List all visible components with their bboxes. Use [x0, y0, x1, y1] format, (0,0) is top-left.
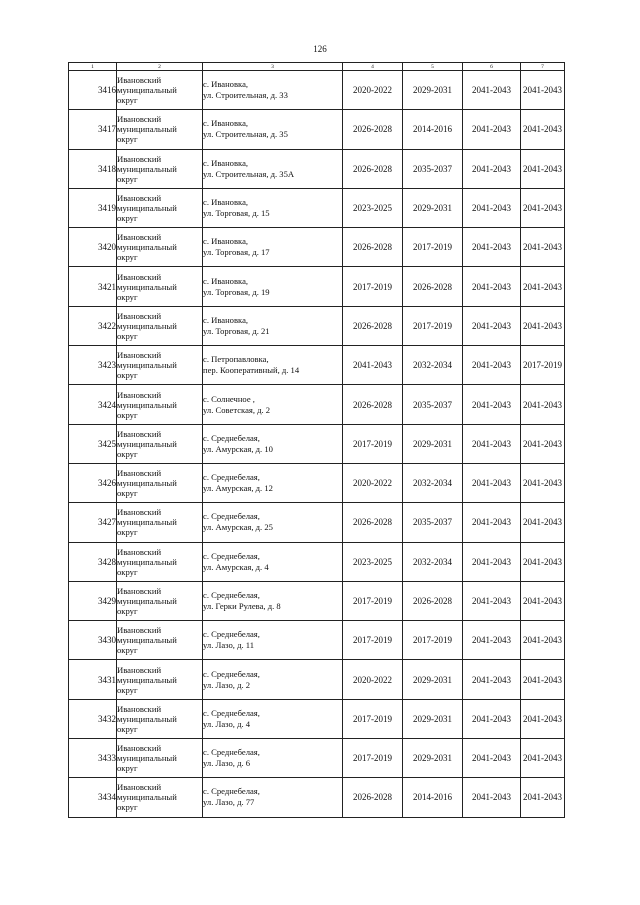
district-line: округ [117, 606, 138, 616]
period-col-6: 2041-2043 [463, 267, 521, 306]
row-number: 3417 [69, 110, 117, 149]
table-row [69, 739, 565, 778]
period-col-5: 2035-2037 [403, 503, 463, 542]
period-col-7: 2041-2043 [521, 110, 565, 149]
address-line: ул. Советская, д. 2 [203, 404, 271, 415]
district-line: округ [117, 684, 138, 695]
district-cell [117, 149, 203, 188]
period-col-7: 2041-2043 [521, 306, 565, 345]
district-line: округ [117, 409, 138, 420]
district-line: Ивановский [117, 703, 162, 714]
district-line: округ [117, 527, 138, 538]
period-col-5: 2017-2019 [403, 228, 463, 267]
district-line: муниципальный [117, 635, 177, 646]
district-cell [117, 424, 203, 463]
period-col-6: 2041-2043 [463, 739, 521, 778]
period-col-4: 2026-2028 [343, 110, 403, 149]
address-cell [203, 267, 343, 306]
table-row [69, 71, 565, 110]
district-line: муниципальный [117, 124, 177, 135]
period-col-4: 2023-2025 [343, 542, 403, 581]
address-line: с. Среднебелая, [203, 432, 260, 443]
period-col-4: 2026-2028 [343, 228, 403, 267]
district-cell [117, 621, 203, 660]
period-col-7: 2041-2043 [521, 621, 565, 660]
row-number: 3424 [69, 385, 117, 424]
address-line: с. Среднебелая, [203, 550, 260, 561]
address-cell [203, 228, 343, 267]
district-cell [117, 660, 203, 699]
district-line: Ивановский [117, 468, 162, 479]
district-cell [117, 739, 203, 778]
period-col-6: 2041-2043 [463, 228, 521, 267]
address-line: с. Среднебелая, [203, 629, 260, 640]
period-col-7: 2041-2043 [521, 660, 565, 699]
period-col-4: 2017-2019 [343, 739, 403, 778]
period-col-5: 2029-2031 [403, 739, 463, 778]
district-cell [117, 503, 203, 542]
row-number: 3431 [69, 660, 117, 699]
period-col-5: 2014-2016 [403, 110, 463, 149]
address-line: ул. Амурская, д. 4 [203, 561, 269, 572]
district-line: Ивановский [117, 193, 162, 204]
address-line: ул. Амурская, д. 25 [203, 522, 273, 533]
address-line: ул. Строительная, д. 35А [203, 168, 295, 179]
period-col-6: 2041-2043 [463, 385, 521, 424]
period-col-7: 2041-2043 [521, 778, 565, 817]
column-number: 6 [463, 63, 521, 71]
district-line: округ [117, 645, 138, 656]
district-cell [117, 346, 203, 385]
period-col-4: 2026-2028 [343, 149, 403, 188]
row-number: 3422 [69, 306, 117, 345]
address-line: с. Петропавловка, [203, 354, 269, 365]
period-col-5: 2035-2037 [403, 385, 463, 424]
district-line: Ивановский [117, 232, 162, 243]
address-line: ул. Амурская, д. 12 [203, 483, 273, 494]
address-line: ул. Лазо, д. 11 [203, 640, 255, 651]
district-line: муниципальный [117, 163, 177, 174]
period-col-7: 2041-2043 [521, 228, 565, 267]
table-row [69, 267, 565, 306]
row-number: 3433 [69, 739, 117, 778]
row-number: 3416 [69, 71, 117, 110]
period-col-4: 2020-2022 [343, 660, 403, 699]
period-col-7: 2041-2043 [521, 699, 565, 738]
address-cell [203, 621, 343, 660]
district-line: муниципальный [117, 753, 177, 764]
table-row [69, 581, 565, 620]
period-col-4: 2026-2028 [343, 385, 403, 424]
row-number: 3418 [69, 149, 117, 188]
address-cell [203, 581, 343, 620]
address-cell [203, 385, 343, 424]
district-cell [117, 188, 203, 227]
period-col-5: 2029-2031 [403, 71, 463, 110]
period-col-4: 2017-2019 [343, 621, 403, 660]
district-line: округ [117, 488, 138, 499]
district-cell [117, 581, 203, 620]
table-row [69, 110, 565, 149]
district-line: округ [117, 291, 138, 302]
row-number: 3430 [69, 621, 117, 660]
address-line: с. Среднебелая, [203, 668, 260, 679]
period-col-4: 2026-2028 [343, 778, 403, 817]
district-line: Ивановский [117, 114, 162, 125]
district-line: Ивановский [117, 625, 162, 636]
address-line: ул. Герки Рулева, д. 8 [203, 601, 281, 611]
period-col-4: 2026-2028 [343, 503, 403, 542]
period-col-4: 2020-2022 [343, 71, 403, 110]
address-cell [203, 660, 343, 699]
period-col-6: 2041-2043 [463, 149, 521, 188]
table-row [69, 346, 565, 385]
period-col-5: 2032-2034 [403, 463, 463, 502]
column-number: 2 [117, 63, 203, 71]
address-line: с. Среднебелая, [203, 590, 260, 600]
address-cell [203, 110, 343, 149]
column-number: 3 [203, 63, 343, 71]
column-number: 7 [521, 63, 565, 71]
period-col-6: 2041-2043 [463, 306, 521, 345]
period-col-7: 2041-2043 [521, 463, 565, 502]
period-col-6: 2041-2043 [463, 778, 521, 817]
period-col-6: 2041-2043 [463, 542, 521, 581]
address-line: ул. Строительная, д. 33 [203, 90, 288, 101]
district-line: Ивановский [117, 428, 162, 439]
period-col-7: 2041-2043 [521, 71, 565, 110]
address-line: ул. Лазо, д. 77 [203, 797, 255, 808]
address-line: с. Ивановка, [203, 79, 249, 90]
registry-table [68, 62, 565, 818]
row-number: 3425 [69, 424, 117, 463]
address-cell [203, 778, 343, 817]
district-cell [117, 699, 203, 738]
district-cell [117, 267, 203, 306]
period-col-5: 2014-2016 [403, 778, 463, 817]
district-line: муниципальный [117, 320, 177, 331]
address-cell [203, 463, 343, 502]
row-number: 3432 [69, 699, 117, 738]
district-line: муниципальный [117, 713, 177, 724]
address-line: с. Ивановка, [203, 236, 249, 247]
district-line: муниципальный [117, 792, 177, 803]
address-cell [203, 346, 343, 385]
address-line: с. Ивановка, [203, 197, 249, 208]
table-row [69, 424, 565, 463]
period-col-5: 2026-2028 [403, 267, 463, 306]
row-number: 3421 [69, 267, 117, 306]
district-line: Ивановский [117, 153, 162, 164]
address-line: с. Солнечное , [203, 393, 255, 404]
district-line: округ [117, 802, 138, 813]
district-cell [117, 778, 203, 817]
period-col-7: 2041-2043 [521, 188, 565, 227]
district-line: округ [117, 448, 138, 459]
page-number: 126 [313, 44, 327, 54]
address-line: ул. Лазо, д. 2 [203, 679, 251, 690]
address-line: с. Среднебелая, [203, 786, 260, 797]
district-line: Ивановский [117, 389, 162, 400]
district-line: округ [117, 330, 138, 341]
district-line: округ [117, 95, 138, 106]
district-line: Ивановский [117, 350, 162, 361]
address-line: с. Ивановка, [203, 157, 249, 168]
column-number: 4 [343, 63, 403, 71]
district-line: муниципальный [117, 203, 177, 214]
period-col-6: 2041-2043 [463, 463, 521, 502]
district-line: Ивановский [117, 75, 162, 86]
row-number: 3423 [69, 346, 117, 385]
period-col-7: 2017-2019 [521, 346, 565, 385]
address-line: ул. Амурская, д. 10 [203, 443, 273, 454]
period-col-6: 2041-2043 [463, 581, 521, 620]
district-line: Ивановский [117, 743, 162, 754]
table-row [69, 463, 565, 502]
district-line: муниципальный [117, 596, 177, 606]
period-col-5: 2017-2019 [403, 621, 463, 660]
table-row [69, 149, 565, 188]
address-line: с. Ивановка, [203, 275, 249, 286]
address-line: ул. Торговая, д. 19 [203, 286, 270, 297]
address-cell [203, 739, 343, 778]
row-number: 3420 [69, 228, 117, 267]
address-line: ул. Лазо, д. 6 [203, 758, 251, 769]
period-col-7: 2041-2043 [521, 581, 565, 620]
table-body [69, 71, 565, 818]
period-col-4: 2041-2043 [343, 346, 403, 385]
address-cell [203, 306, 343, 345]
column-number: 5 [403, 63, 463, 71]
district-line: округ [117, 134, 138, 145]
table-row [69, 621, 565, 660]
row-number: 3419 [69, 188, 117, 227]
address-line: с. Среднебелая, [203, 511, 260, 522]
address-line: ул. Торговая, д. 21 [203, 325, 270, 336]
district-line: муниципальный [117, 478, 177, 489]
address-cell [203, 699, 343, 738]
period-col-6: 2041-2043 [463, 621, 521, 660]
address-line: ул. Лазо, д. 4 [203, 718, 251, 729]
district-line: округ [117, 213, 138, 224]
district-line: округ [117, 723, 138, 734]
row-number: 3429 [69, 581, 117, 620]
period-col-5: 2029-2031 [403, 188, 463, 227]
period-col-6: 2041-2043 [463, 660, 521, 699]
district-line: Ивановский [117, 546, 162, 557]
address-cell [203, 503, 343, 542]
district-line: муниципальный [117, 399, 177, 410]
district-line: Ивановский [117, 586, 162, 596]
district-cell [117, 71, 203, 110]
period-col-7: 2041-2043 [521, 267, 565, 306]
period-col-6: 2041-2043 [463, 699, 521, 738]
district-line: муниципальный [117, 85, 177, 96]
address-cell [203, 188, 343, 227]
district-line: муниципальный [117, 674, 177, 685]
period-col-4: 2017-2019 [343, 424, 403, 463]
row-number: 3427 [69, 503, 117, 542]
district-line: муниципальный [117, 281, 177, 292]
address-cell [203, 71, 343, 110]
district-cell [117, 228, 203, 267]
district-cell [117, 385, 203, 424]
district-cell [117, 110, 203, 149]
address-line: ул. Строительная, д. 35 [203, 129, 288, 140]
district-line: округ [117, 173, 138, 184]
district-line: округ [117, 252, 138, 263]
address-line: с. Среднебелая, [203, 707, 260, 718]
table-row [69, 503, 565, 542]
table-row [69, 306, 565, 345]
period-col-5: 2032-2034 [403, 346, 463, 385]
period-col-5: 2032-2034 [403, 542, 463, 581]
column-number: 1 [69, 63, 117, 71]
district-cell [117, 463, 203, 502]
address-line: с. Ивановка, [203, 118, 249, 129]
period-col-7: 2041-2043 [521, 542, 565, 581]
district-line: Ивановский [117, 310, 162, 321]
district-line: муниципальный [117, 438, 177, 449]
district-line: муниципальный [117, 517, 177, 528]
district-line: муниципальный [117, 556, 177, 567]
period-col-7: 2041-2043 [521, 424, 565, 463]
period-col-5: 2029-2031 [403, 424, 463, 463]
period-col-5: 2026-2028 [403, 581, 463, 620]
district-line: муниципальный [117, 360, 177, 371]
district-line: округ [117, 566, 138, 577]
district-line: округ [117, 370, 138, 381]
period-col-7: 2041-2043 [521, 149, 565, 188]
period-col-7: 2041-2043 [521, 503, 565, 542]
period-col-6: 2041-2043 [463, 503, 521, 542]
period-col-6: 2041-2043 [463, 110, 521, 149]
period-col-7: 2041-2043 [521, 385, 565, 424]
address-cell [203, 149, 343, 188]
address-cell [203, 424, 343, 463]
table-row [69, 188, 565, 227]
address-line: с. Ивановка, [203, 314, 249, 325]
table-row [69, 385, 565, 424]
period-col-7: 2041-2043 [521, 739, 565, 778]
district-line: Ивановский [117, 782, 162, 793]
period-col-4: 2023-2025 [343, 188, 403, 227]
address-line: ул. Торговая, д. 15 [203, 208, 270, 219]
period-col-4: 2017-2019 [343, 699, 403, 738]
table-row [69, 778, 565, 817]
period-col-5: 2029-2031 [403, 660, 463, 699]
table-row [69, 542, 565, 581]
district-line: муниципальный [117, 242, 177, 253]
period-col-6: 2041-2043 [463, 424, 521, 463]
row-number: 3426 [69, 463, 117, 502]
period-col-4: 2020-2022 [343, 463, 403, 502]
period-col-5: 2035-2037 [403, 149, 463, 188]
table-row [69, 660, 565, 699]
address-line: ул. Торговая, д. 17 [203, 247, 270, 258]
period-col-5: 2029-2031 [403, 699, 463, 738]
district-line: Ивановский [117, 271, 162, 282]
period-col-6: 2041-2043 [463, 188, 521, 227]
address-line: с. Среднебелая, [203, 472, 260, 483]
address-line: с. Среднебелая, [203, 747, 260, 758]
address-line: пер. Кооперативный, д. 14 [203, 365, 300, 376]
row-number: 3434 [69, 778, 117, 817]
period-col-6: 2041-2043 [463, 71, 521, 110]
period-col-6: 2041-2043 [463, 346, 521, 385]
row-number: 3428 [69, 542, 117, 581]
table-row [69, 699, 565, 738]
district-line: Ивановский [117, 507, 162, 518]
period-col-4: 2017-2019 [343, 267, 403, 306]
district-cell [117, 542, 203, 581]
table-row [69, 228, 565, 267]
column-number-row [69, 63, 565, 71]
period-col-4: 2026-2028 [343, 306, 403, 345]
district-line: округ [117, 763, 138, 774]
address-cell [203, 542, 343, 581]
period-col-5: 2017-2019 [403, 306, 463, 345]
period-col-4: 2017-2019 [343, 581, 403, 620]
district-line: Ивановский [117, 664, 162, 675]
district-cell [117, 306, 203, 345]
